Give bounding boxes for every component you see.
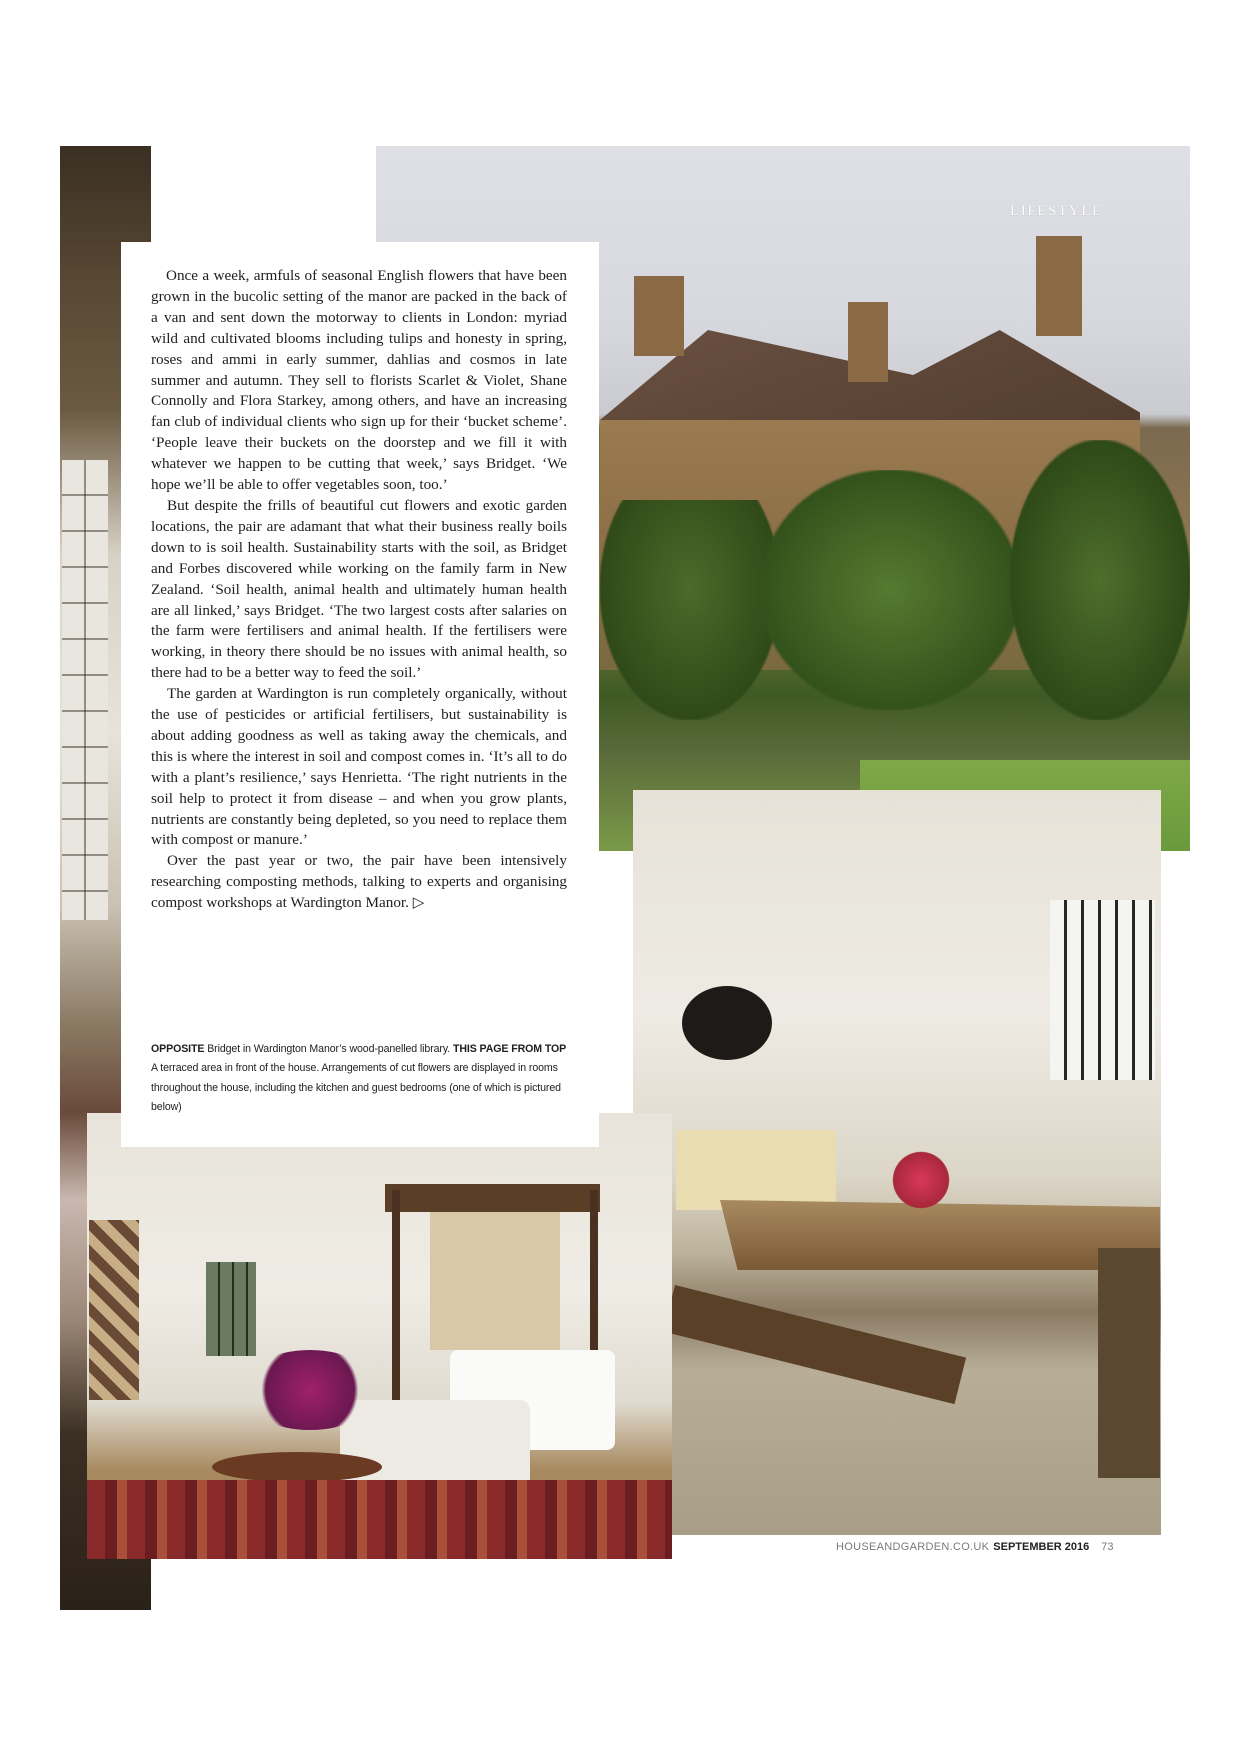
rug: [87, 1480, 672, 1559]
kitchen-chair: [1098, 1248, 1160, 1478]
kitchen-window: [1050, 900, 1155, 1080]
kitchen-table: [720, 1200, 1160, 1270]
caption-text: A terraced area in front of the house. Arrangements of cut flowers are displayed in rooms throughout the house, including the kitchen and guest bedrooms (one of which is pictured below): [151, 1062, 561, 1114]
bed-drape: [430, 1210, 560, 1350]
bedroom-wallpaper-panel: [89, 1220, 139, 1400]
folio-issue: SEPTEMBER 2016: [993, 1541, 1090, 1553]
side-table: [212, 1452, 382, 1482]
article-paragraph: But despite the frills of beautiful cut flowers and exotic garden locations, the pair are adamant that what their business really boils down to is soil health. Sustainability starts with the soil, as Bridget and Forbes discovered while working on the family farm in New Zealand. ‘Soil health, animal health and ultimately human health are all linked,’ says Bridget. ‘The two largest costs after salaries on the farm were fertilisers and animal health. If the fertilisers were working, in theory there should be no issues with animal health, so there had to be a better way to feed the soil.’: [151, 496, 567, 682]
article-paragraph: Once a week, armfuls of seasonal English flowers that have been grown in the bucolic setting of the manor are packed in the back of a van and sent down the motorway to clients in London: myriad wild and cultivated blooms including tulips and honesty in spring, roses and ammi in early summer, dahlias and cosmos in late summer and autumn. They sell to florists Scarlet & Violet, Shane Connolly and Flora Starkey, among others, and have an increasing fan club of individual clients who sign up for their ‘bucket scheme’. ‘People leave their buckets on the doorstep and we fill it with whatever we happen to be cutting that week,’ says Bridget. ‘We hope we’ll be able to offer vegetables soon, too.’: [151, 267, 567, 494]
kitchen-aga-stove: [676, 1130, 836, 1210]
ivy-foliage: [760, 470, 1020, 710]
caption-label: THIS PAGE FROM TOP: [452, 1043, 567, 1055]
kitchen-range-hood: [682, 986, 772, 1060]
bedroom-flower-arrangement: [240, 1350, 380, 1430]
section-label: LIFESTYLE: [1010, 203, 1103, 219]
ivy-foliage: [1010, 440, 1190, 720]
bedroom-window: [206, 1262, 256, 1356]
caption-label: OPPOSITE: [151, 1043, 205, 1055]
chimney: [634, 276, 684, 356]
four-poster-canopy: [385, 1184, 600, 1212]
chimney: [848, 302, 888, 382]
photo-caption: [151, 1040, 571, 1118]
folio-website: HOUSEANDGARDEN.CO.UK: [836, 1541, 990, 1553]
article-body: [151, 266, 567, 914]
caption-text: Bridget in Wardington Manor’s wood-panelled library.: [204, 1043, 453, 1055]
article-paragraph: The garden at Wardington is run completely organically, without the use of pesticides or artificial fertilisers, but sustainability is about adding goodness as well as taking away the chemicals, and this is where the interest in soil and compost comes in. ‘It’s all to do with a plant’s resilience,’ says Henrietta. ‘The right nutrients in the soil help to protect it from disease – and when you grow plants, nutrients are constantly being depleted, so you need to replace them with compost or manure.’: [151, 685, 567, 849]
article-paragraph: Over the past year or two, the pair have been intensively researching composting methods, talking to experts and organising compost workshops at Wardington Manor. ▷: [151, 852, 567, 912]
page-number: 73: [1101, 1541, 1114, 1553]
kitchen-flower-arrangement: [886, 1150, 956, 1210]
chimney: [1036, 236, 1082, 336]
ivy-foliage: [600, 500, 780, 720]
page-folio: [836, 1541, 1166, 1553]
leaded-window-detail: [62, 460, 108, 920]
